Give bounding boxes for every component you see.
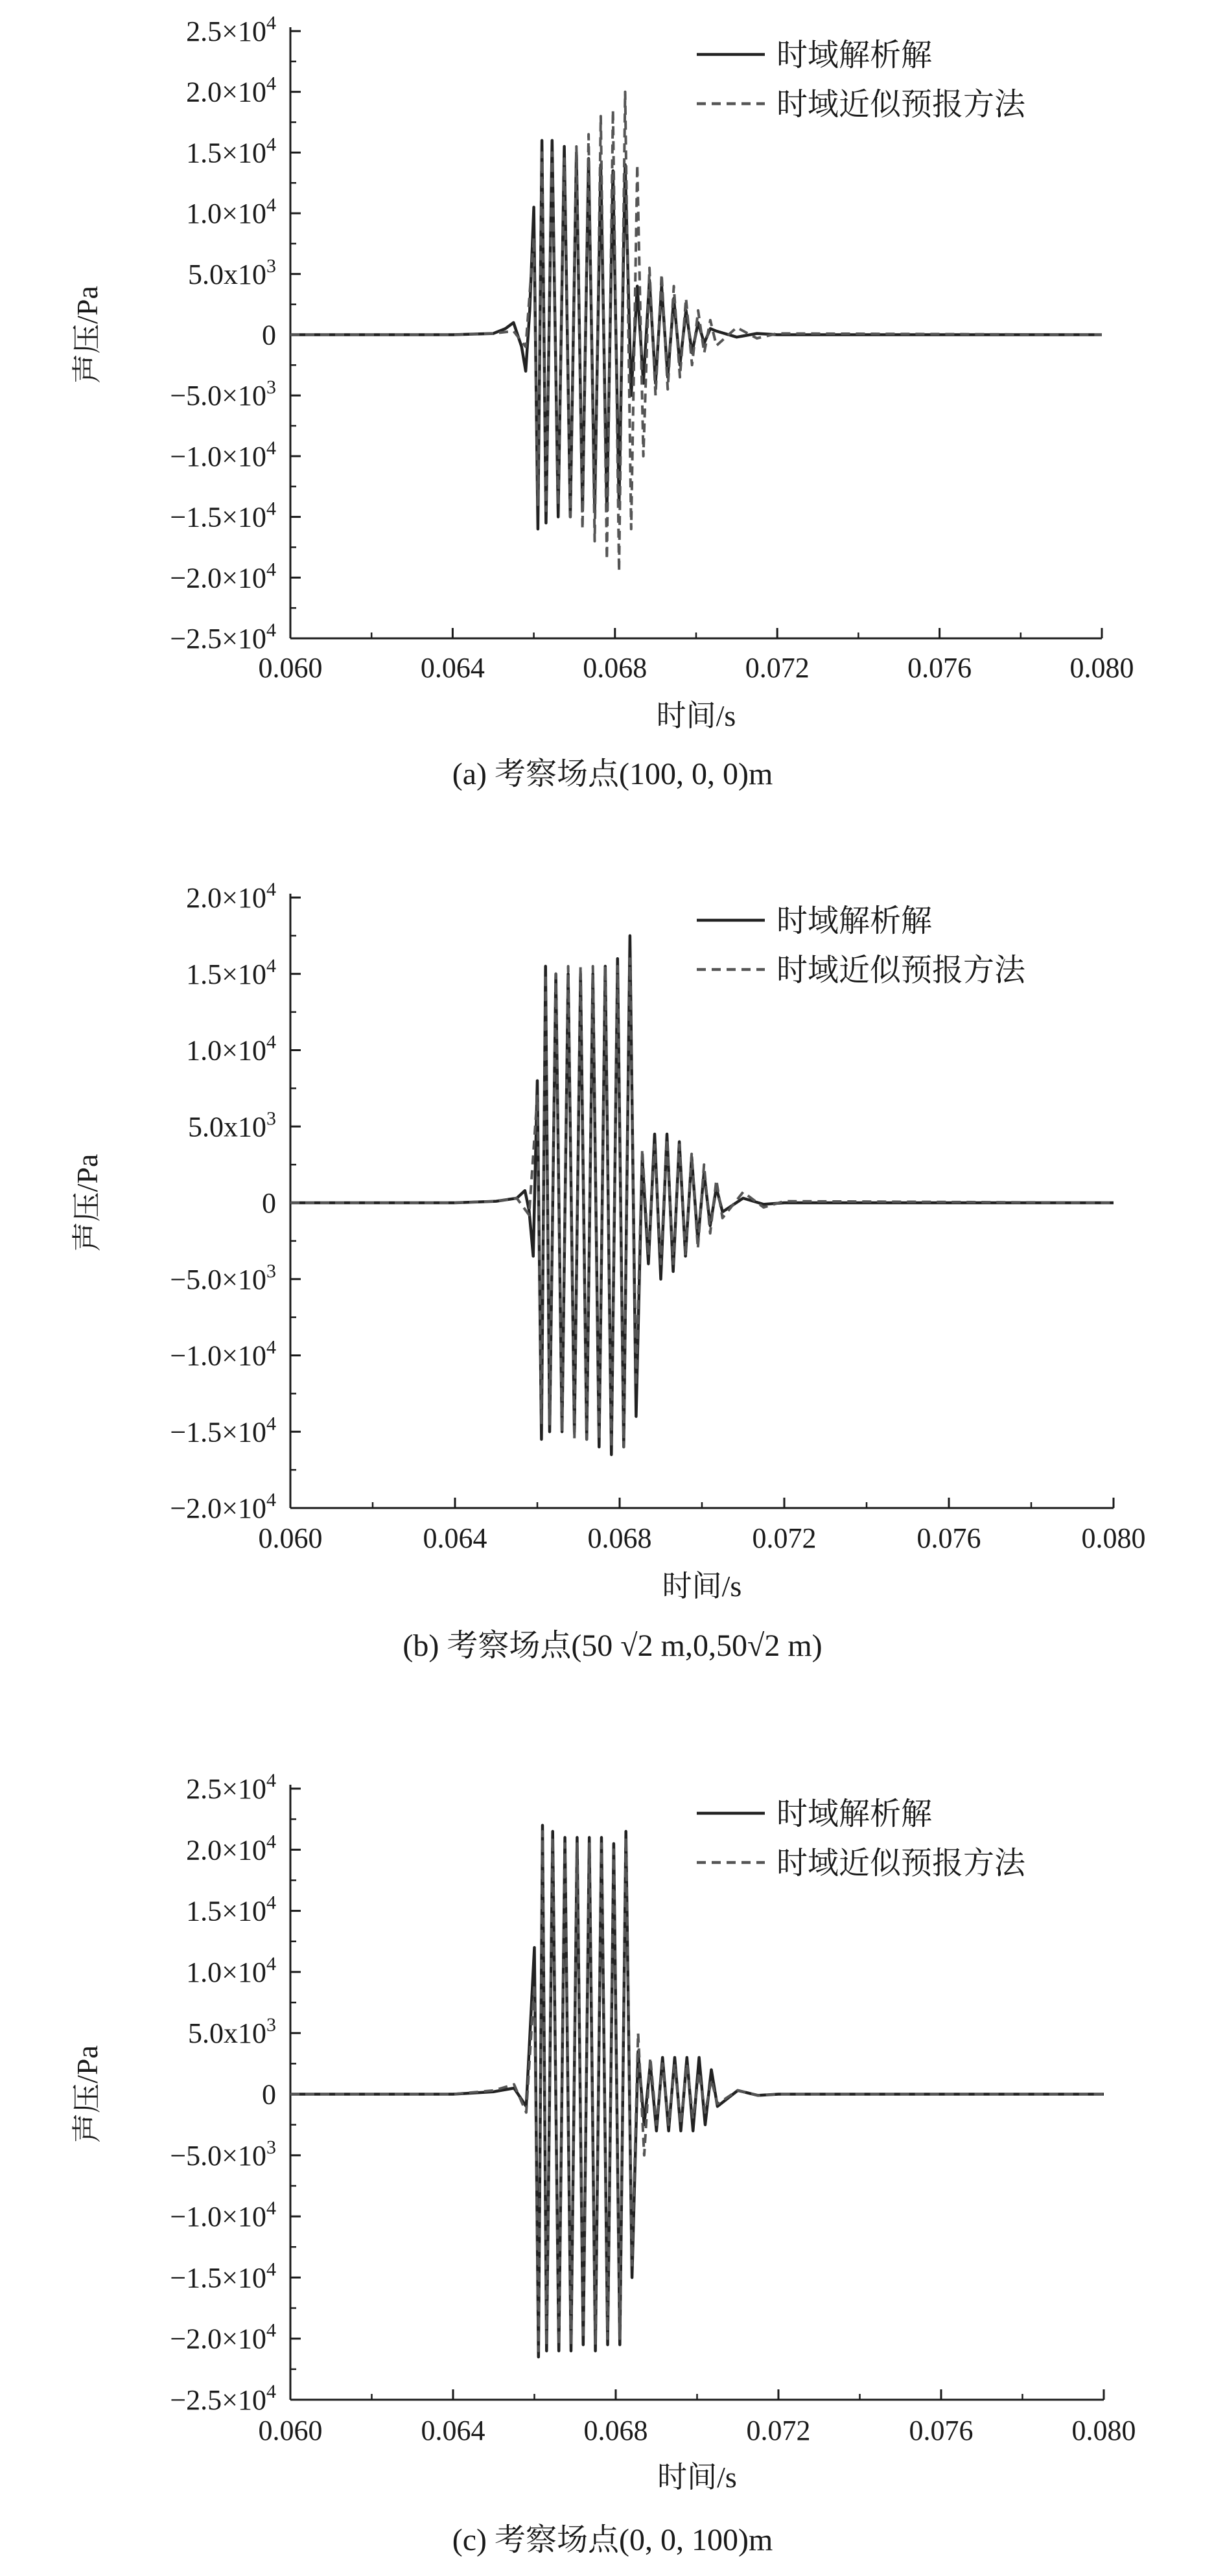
- x-tick-label: 0.072: [745, 652, 810, 684]
- y-tick-label: $1.0\times 10^4$: [186, 1031, 276, 1067]
- y-tick-label: $-2.5\times 10^4$: [170, 620, 276, 655]
- legend-label: 时域解析解: [776, 1797, 933, 1831]
- legend-label: 时域近似预报方法: [776, 1846, 1026, 1881]
- y-tick-label: $-1.0\times 10^4$: [170, 1336, 276, 1372]
- x-tick-label: 0.060: [258, 1522, 323, 1554]
- y-tick-label: $-1.0\times 10^4$: [170, 437, 276, 472]
- x-tick-label: 0.068: [583, 2415, 648, 2446]
- legend-label: 时域解析解: [776, 38, 933, 73]
- y-tick-label: $-1.0\times 10^4$: [170, 2198, 276, 2233]
- y-axis-label: 声压/Pa: [71, 2045, 104, 2143]
- y-tick-label: $-1.5\times 10^4$: [170, 498, 276, 533]
- x-tick-label: 0.068: [583, 652, 648, 684]
- x-tick-label: 0.060: [258, 2415, 323, 2446]
- y-tick-label: $1.0\times 10^4$: [186, 1953, 276, 1988]
- legend-label: 时域解析解: [776, 904, 933, 938]
- x-tick-label: 0.072: [746, 2415, 811, 2446]
- x-axis-label: 时间/s: [656, 699, 736, 732]
- y-tick-label: $-1.5\times 10^4$: [170, 2258, 276, 2294]
- x-tick-label: 0.080: [1069, 652, 1134, 684]
- chart-panel-3: [71, 1770, 1136, 2557]
- y-tick-label: $5.0x10^3$: [188, 1108, 276, 1143]
- y-tick-label: $-2.5\times 10^4$: [170, 2381, 276, 2416]
- x-tick-label: 0.060: [258, 652, 323, 684]
- x-tick-label: 0.064: [423, 1522, 487, 1554]
- legend-label: 时域近似预报方法: [776, 953, 1026, 988]
- y-tick-label: $5.0x10^3$: [188, 2014, 276, 2050]
- x-axis-label: 时间/s: [662, 1570, 742, 1603]
- x-tick-label: 0.064: [421, 2415, 485, 2446]
- y-tick-label: $-1.5\times 10^4$: [170, 1413, 276, 1448]
- x-tick-label: 0.076: [907, 652, 972, 684]
- y-tick-label: $1.5\times 10^4$: [186, 1892, 276, 1927]
- y-tick-label: $-5.0\times 10^3$: [170, 1260, 276, 1295]
- y-tick-label: $2.5\times 10^4$: [186, 12, 276, 47]
- panel-caption: (b) 考察场点(50 √2 m,0,50√2 m): [402, 1629, 822, 1663]
- y-tick-label: $2.5\times 10^4$: [186, 1770, 276, 1805]
- y-tick-label: $2.0\times 10^4$: [186, 1831, 276, 1866]
- y-tick-label: $-5.0\times 10^3$: [170, 2136, 276, 2172]
- y-axis-label: 声压/Pa: [71, 1154, 104, 1252]
- chart-panel-2: [71, 879, 1146, 1663]
- y-tick-label: $-2.0\times 10^4$: [170, 559, 276, 594]
- panel-caption: (c) 考察场点(0, 0, 100)m: [452, 2523, 773, 2557]
- x-axis-label: 时间/s: [657, 2461, 737, 2494]
- y-tick-label: $-5.0\times 10^3$: [170, 377, 276, 412]
- y-tick-label: $1.5\times 10^4$: [186, 955, 276, 990]
- y-tick-label: $1.0\times 10^4$: [186, 194, 276, 230]
- x-tick-label: 0.080: [1081, 1522, 1146, 1554]
- y-tick-label: $1.5\times 10^4$: [186, 133, 276, 169]
- series-line-approximate: [290, 1831, 1104, 2351]
- y-tick-label: 0: [262, 2078, 276, 2111]
- y-tick-label: 0: [262, 319, 276, 351]
- y-axis-label: 声压/Pa: [71, 286, 104, 384]
- y-tick-label: 0: [262, 1187, 276, 1219]
- y-tick-label: $-2.0\times 10^4$: [170, 2319, 276, 2355]
- legend-label: 时域近似预报方法: [776, 87, 1026, 122]
- panel-caption: (a) 考察场点(100, 0, 0)m: [452, 757, 773, 791]
- x-tick-label: 0.068: [587, 1522, 652, 1554]
- y-tick-label: $2.0\times 10^4$: [186, 879, 276, 914]
- y-tick-label: $2.0\times 10^4$: [186, 73, 276, 108]
- y-tick-label: $-2.0\times 10^4$: [170, 1489, 276, 1524]
- y-tick-label: $5.0x10^3$: [188, 255, 276, 290]
- x-tick-label: 0.080: [1071, 2415, 1136, 2446]
- x-tick-label: 0.076: [909, 2415, 974, 2446]
- x-tick-label: 0.072: [752, 1522, 817, 1554]
- x-tick-label: 0.076: [916, 1522, 981, 1554]
- x-tick-label: 0.064: [420, 652, 485, 684]
- chart-panel-1: [71, 12, 1134, 791]
